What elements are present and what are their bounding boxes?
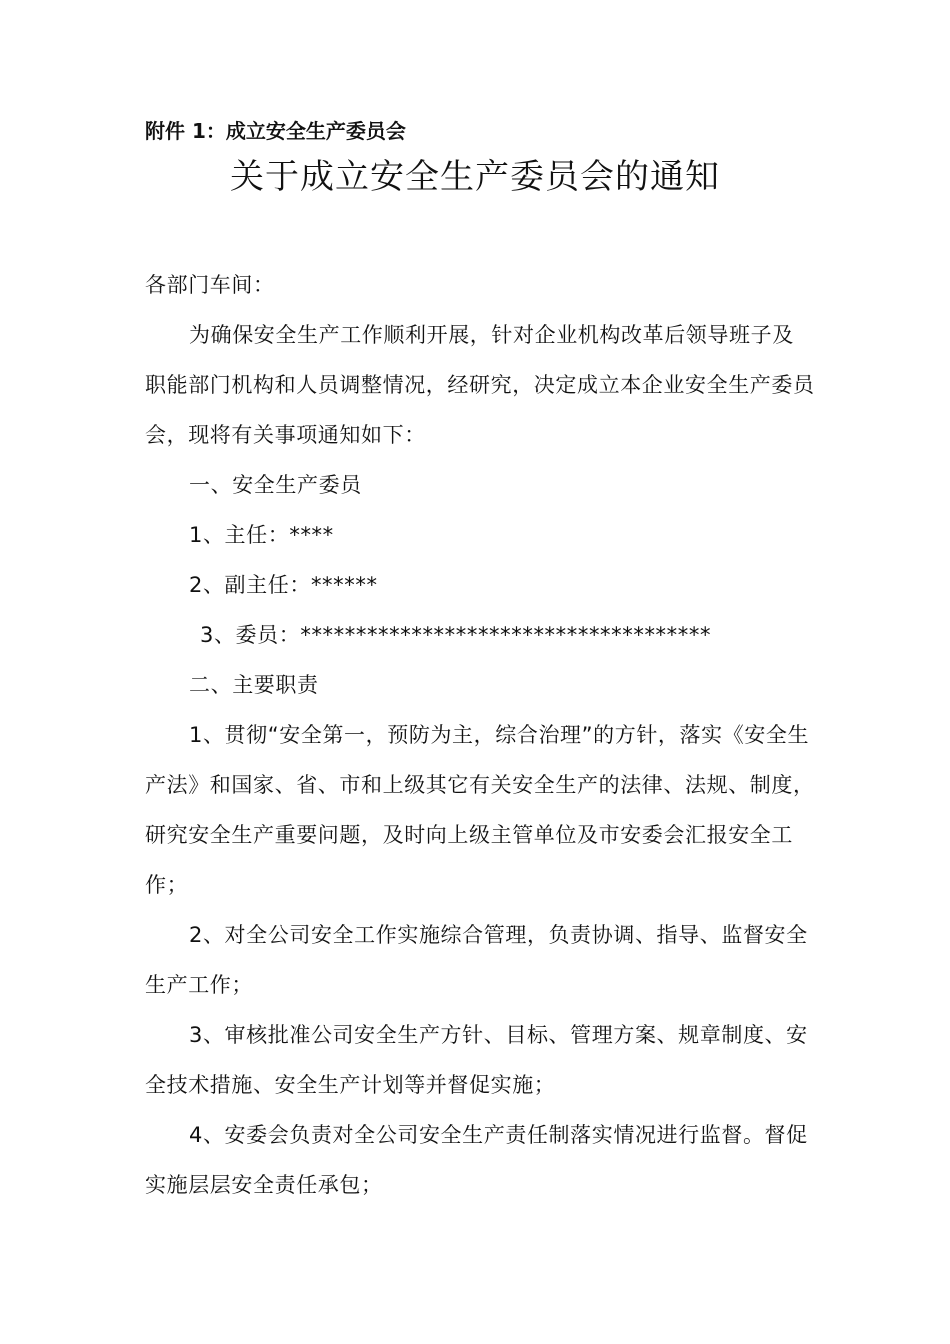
member-members: 3、委员：*************************************: [200, 623, 712, 647]
intro-paragraph: 为确保安全生产工作顺利开展，针对企业机构改革后领导班子及职能部门机构和人员调整情况，经研究，决定成立本企业安全生产委员会，现将有关事项通知如下：: [145, 323, 815, 447]
duty-item-2: 2、对全公司安全工作实施综合管理，负责协调、指导、监督安全生产工作；: [145, 923, 808, 997]
duty-item-4: 4、安委会负责对全公司安全生产责任制落实情况进行监督。督促实施层层安全责任承包；: [145, 1123, 808, 1197]
member-deputy: 2、副主任：******: [189, 573, 378, 597]
salutation: 各部门车间：: [145, 273, 275, 297]
section-heading-duties: 二、主要职责: [189, 673, 319, 697]
document-title: 关于成立安全生产委员会的通知: [230, 157, 720, 197]
attachment-heading: 附件 1：成立安全生产委员会: [145, 119, 406, 143]
document-body: [145, 260, 815, 1210]
duty-item-1: 1、贯彻“安全第一，预防为主，综合治理”的方针，落实《安全生产法》和国家、省、市和上级其它有关安全生产的法律、法规、制度，研究安全生产重要问题，及时向上级主管单位及市安委会汇报安全工作；: [145, 723, 815, 897]
duty-item-3: 3、审核批准公司安全生产方针、目标、管理方案、规章制度、安全技术措施、安全生产计划等并督促实施；: [145, 1023, 808, 1097]
section-heading-members: 一、安全生产委员: [189, 473, 362, 497]
member-director: 1、主任：****: [189, 523, 334, 547]
